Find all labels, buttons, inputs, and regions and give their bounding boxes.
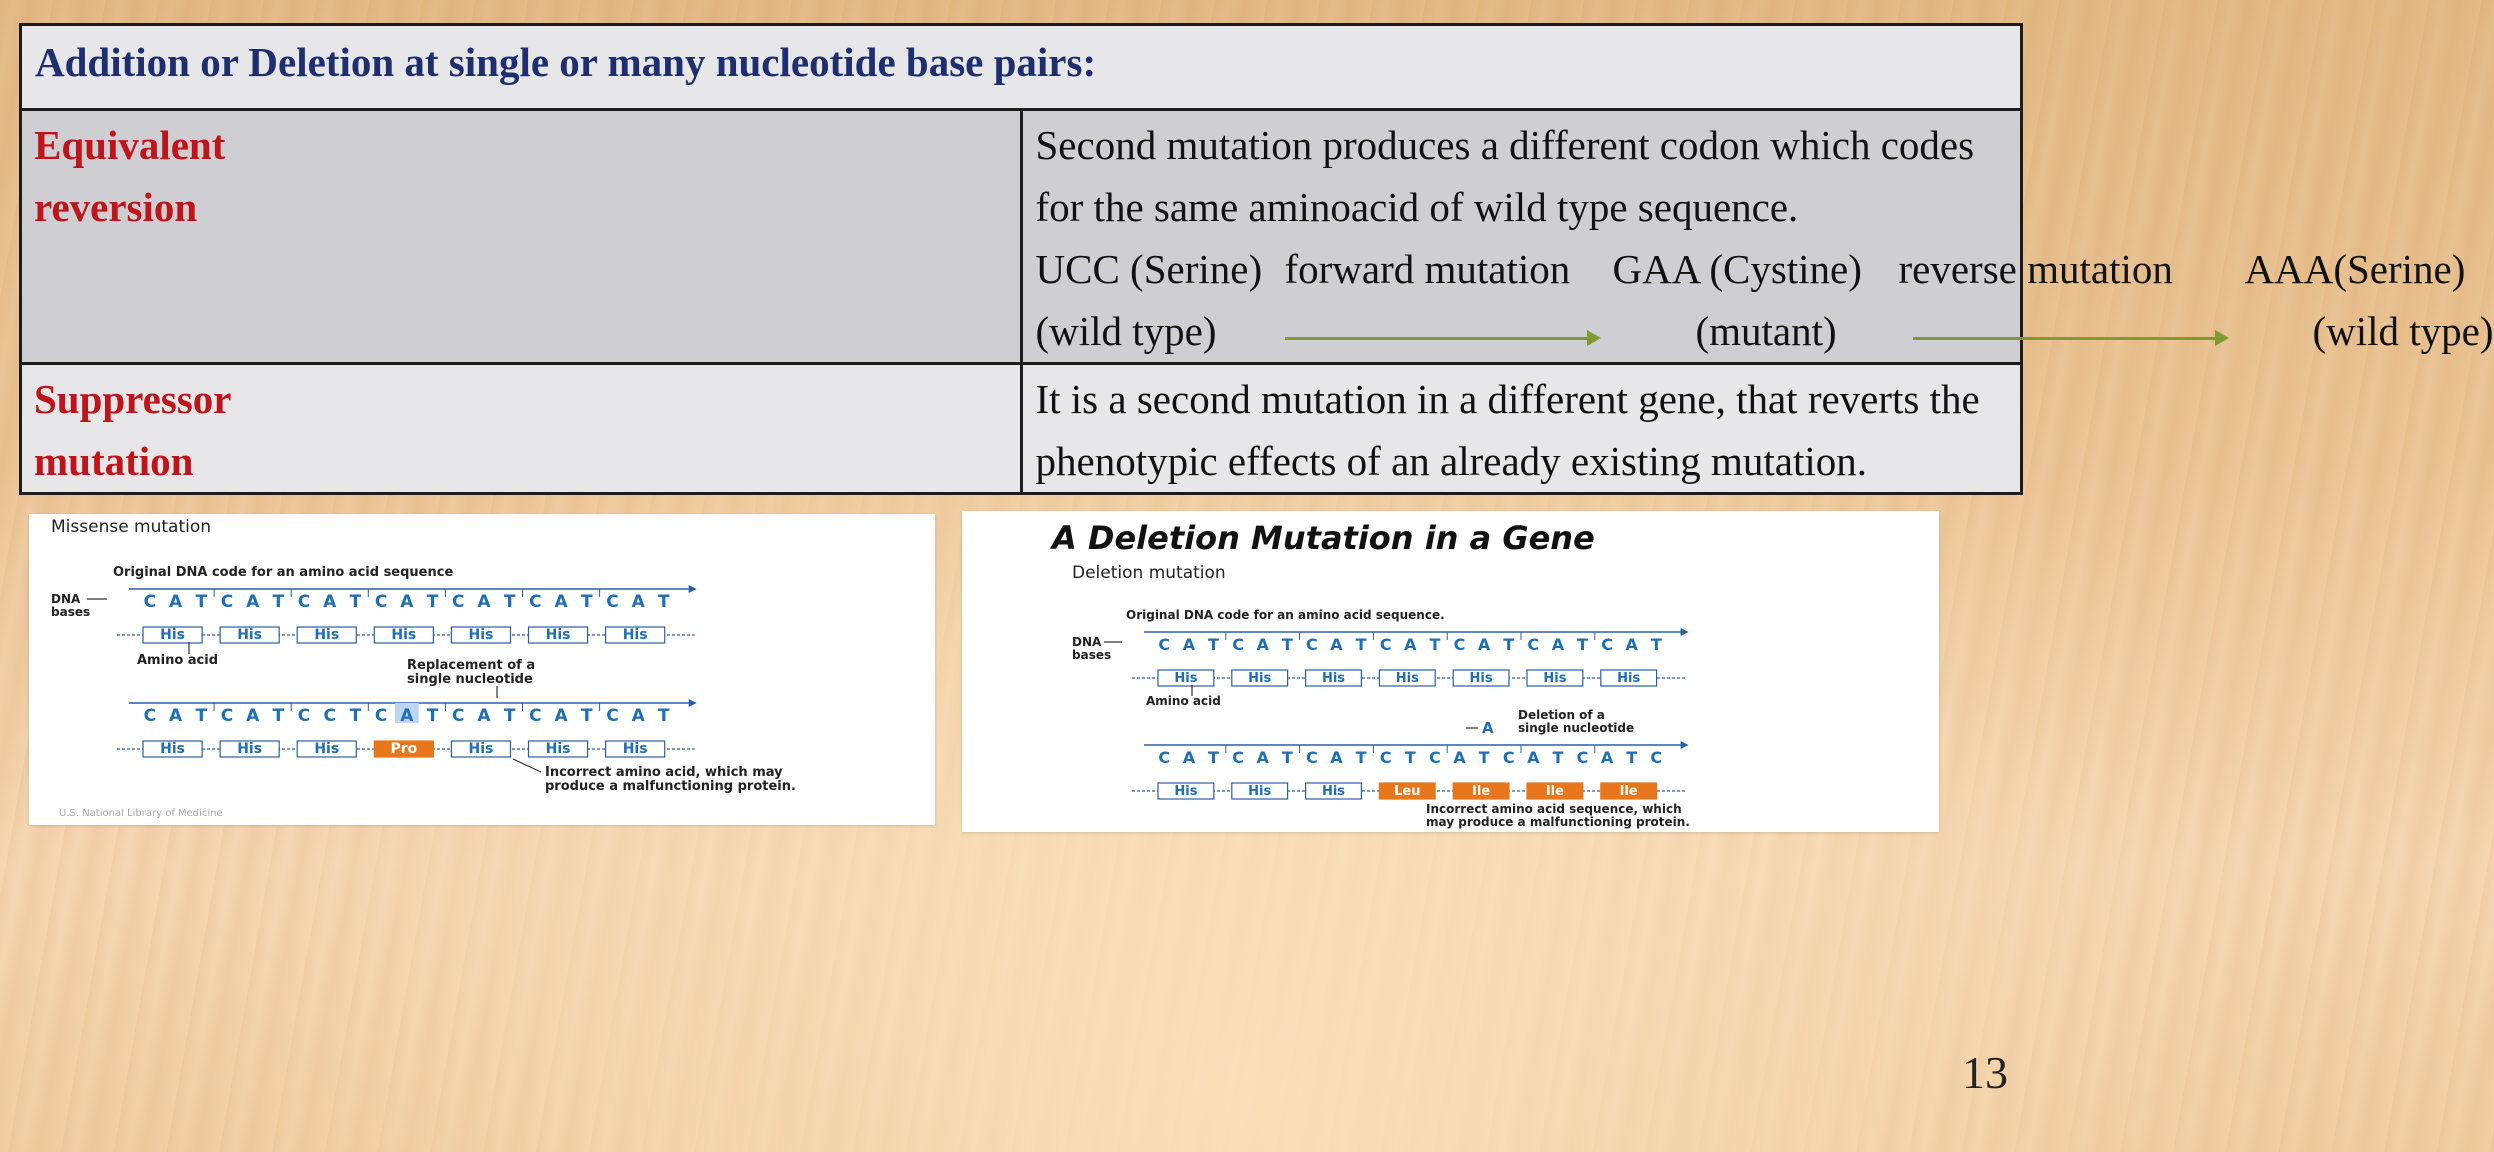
dna-base: A xyxy=(1600,748,1614,767)
dna-base: T xyxy=(195,706,208,726)
figure-subtitle: Deletion mutation xyxy=(1072,563,1226,583)
amino-acid-label: Pro xyxy=(390,741,418,757)
dna-base: C xyxy=(297,706,311,726)
dna-base: A xyxy=(1625,635,1638,654)
backbone-arrow xyxy=(1681,628,1689,636)
dna-base: C xyxy=(1502,748,1515,767)
amino-acid-label: His xyxy=(1174,784,1198,799)
amino-acid-label: His xyxy=(160,741,185,757)
dna-base: T xyxy=(503,592,516,612)
forward-mutation-label: forward mutation xyxy=(1284,246,1571,292)
amino-acid-label: His xyxy=(391,627,417,643)
amino-acid-label: His xyxy=(1248,671,1272,686)
dna-base: A xyxy=(246,592,260,612)
dna-base: C xyxy=(297,592,311,612)
amino-acid-label: His xyxy=(468,627,494,643)
dna-base: A xyxy=(400,592,414,612)
dna-base: C xyxy=(220,706,234,726)
row-label-cell xyxy=(21,364,1022,494)
dna-base: T xyxy=(1429,635,1441,654)
dna-base: C xyxy=(1232,635,1244,654)
dna-base: T xyxy=(426,592,439,612)
dna-base: A xyxy=(1404,635,1417,654)
dna-base: T xyxy=(1355,635,1367,654)
example-line-top xyxy=(1023,238,2466,300)
dna-base: A xyxy=(1551,635,1565,654)
dna-base: A xyxy=(168,706,183,726)
row-label-line1: Suppressor xyxy=(34,376,232,422)
incorrect-label: Incorrect amino acid, which may xyxy=(545,765,783,780)
dna-base: T xyxy=(503,706,516,726)
codon-2-note: (mutant) xyxy=(1695,308,1837,354)
amino-acid-label: Ile xyxy=(1619,784,1638,799)
dna-base: C xyxy=(1158,748,1171,767)
backbone-arrow xyxy=(689,699,697,707)
amino-acid-label: His xyxy=(545,741,571,757)
figure-title: A Deletion Mutation in a Gene xyxy=(1052,519,1595,557)
dna-base: C xyxy=(452,706,465,726)
dna-base: T xyxy=(1281,635,1293,654)
dna-base: A xyxy=(1256,748,1269,767)
dna-base: C xyxy=(1650,748,1663,767)
deletion-label: Deletion of a xyxy=(1518,708,1605,722)
incorrect-label: may produce a malfunctioning protein. xyxy=(1426,815,1690,829)
original-dna-label: Original DNA code for an amino acid sequence xyxy=(113,565,454,580)
dna-base: A xyxy=(631,592,645,612)
slide-number: 13 xyxy=(1962,1047,2008,1098)
dna-base: C xyxy=(1429,748,1441,767)
dna-base: A xyxy=(246,706,260,726)
table-row-equivalent-reversion xyxy=(21,110,2022,364)
dna-base: A xyxy=(1330,748,1343,767)
dna-base: C xyxy=(1232,748,1244,767)
amino-acid-label: His xyxy=(1469,671,1493,686)
dna-base: T xyxy=(1355,748,1367,767)
reverse-mutation-label: reverse mutation xyxy=(1898,246,2173,292)
dna-label: DNA xyxy=(51,592,81,606)
amino-acid-label: Leu xyxy=(1394,784,1421,799)
row-label-line2: mutation xyxy=(34,438,194,484)
dna-base: C xyxy=(374,592,388,612)
dna-base: A xyxy=(554,706,568,726)
dna-base: C xyxy=(1306,748,1318,767)
backbone-arrow xyxy=(1681,741,1689,749)
row-description-cell xyxy=(1021,364,2022,494)
amino-acid-label: His xyxy=(237,627,263,643)
dna-base: C xyxy=(1527,635,1540,654)
dna-base: C xyxy=(1601,635,1613,654)
dna-base: T xyxy=(580,592,593,612)
table-row-suppressor-mutation xyxy=(21,364,2022,494)
dna-base: C xyxy=(1158,635,1171,654)
dna-base: A xyxy=(1453,748,1466,767)
dna-base: T xyxy=(580,706,593,726)
dna-base: T xyxy=(195,592,208,612)
row-label-cell xyxy=(21,110,1022,364)
dna-base: C xyxy=(606,706,619,726)
dna-base: T xyxy=(1503,635,1515,654)
dna-base: C xyxy=(1576,748,1589,767)
dna-base: A xyxy=(554,592,568,612)
row-label-line2: reversion xyxy=(34,184,198,230)
dna-base: C xyxy=(1453,635,1466,654)
dna-base: T xyxy=(349,706,362,726)
dna-base: C xyxy=(143,706,157,726)
example-line-bottom xyxy=(1023,300,2494,362)
dna-base: T xyxy=(349,592,362,612)
codon-2: GAA (Cystine) xyxy=(1612,246,1862,292)
dna-base: T xyxy=(1208,635,1219,654)
dna-base: T xyxy=(1650,635,1662,654)
amino-acid-label: His xyxy=(622,627,648,643)
row-label-line1: Equivalent xyxy=(34,122,226,168)
amino-acid-caption: Amino acid xyxy=(137,653,219,668)
dna-base: T xyxy=(272,592,285,612)
amino-acid-label: His xyxy=(1395,671,1419,686)
dna-base: A xyxy=(1527,748,1540,767)
dna-base: C xyxy=(1306,635,1318,654)
row-description-cell xyxy=(1021,110,2494,364)
dna-base: T xyxy=(1626,748,1638,767)
deleted-base: A xyxy=(1482,719,1494,737)
dna-base: T xyxy=(1208,748,1219,767)
dna-base: T xyxy=(1552,748,1564,767)
dna-base: A xyxy=(1477,635,1491,654)
credit-label: U.S. National Library of Medicine xyxy=(59,808,223,819)
replacement-label: single nucleotide xyxy=(407,672,533,687)
dna-base: C xyxy=(143,592,157,612)
dna-base: T xyxy=(272,706,285,726)
amino-acid-label: His xyxy=(1248,784,1272,799)
codon-1-note: (wild type) xyxy=(1035,308,1217,354)
dna-base: A xyxy=(477,706,491,726)
bases-label: bases xyxy=(1072,648,1112,662)
amino-acid-label: His xyxy=(1543,671,1567,686)
amino-acid-label: His xyxy=(1321,671,1346,686)
amino-acid-label: His xyxy=(468,741,494,757)
dna-base: T xyxy=(1478,748,1490,767)
amino-acid-label: His xyxy=(545,627,571,643)
dna-base: T xyxy=(658,706,670,726)
dna-base: T xyxy=(1281,748,1293,767)
dna-base: A xyxy=(1182,748,1196,767)
codon-3-note: (wild type) xyxy=(2312,308,2494,354)
dna-base: C xyxy=(529,706,542,726)
forward-arrow xyxy=(1285,337,1597,340)
original-dna-label: Original DNA code for an amino acid sequence. xyxy=(1126,608,1445,622)
incorrect-label: produce a malfunctioning protein. xyxy=(545,779,796,794)
backbone-arrow xyxy=(689,585,697,593)
amino-acid-label: His xyxy=(1321,784,1346,799)
dna-base: T xyxy=(658,592,670,612)
incorrect-label: Incorrect amino acid sequence, which xyxy=(1426,802,1682,816)
dna-base: C xyxy=(1379,748,1392,767)
deletion-label: single nucleotide xyxy=(1518,721,1635,735)
codon-1: UCC (Serine) xyxy=(1035,246,1263,292)
dna-base: C xyxy=(374,706,388,726)
missense-diagram xyxy=(29,514,935,825)
dna-base: C xyxy=(1379,635,1392,654)
dna-base: A xyxy=(400,706,414,726)
codon-3: AAA(Serine) xyxy=(2244,246,2466,292)
dna-base: C xyxy=(452,592,465,612)
missense-mutation-figure xyxy=(29,514,935,825)
dna-base: A xyxy=(631,706,645,726)
table-header-cell xyxy=(21,25,2022,110)
amino-acid-label: Ile xyxy=(1545,784,1564,799)
dna-base: C xyxy=(323,706,336,726)
amino-acid-label: His xyxy=(314,741,340,757)
reverse-arrow xyxy=(1913,337,2225,340)
mutation-table xyxy=(19,23,2494,495)
row-description: It is a second mutation in a different gene, that reverts the phenotypic effects of an already existing mutation. xyxy=(1035,376,1980,484)
replacement-label: Replacement of a xyxy=(407,658,536,673)
table-header: Addition or Deletion at single or many nucleotide base pairs: xyxy=(35,39,1097,85)
bases-label: bases xyxy=(51,605,91,619)
amino-acid-label: His xyxy=(237,741,263,757)
dna-base: A xyxy=(1256,635,1269,654)
dna-base: A xyxy=(168,592,183,612)
dna-label: DNA xyxy=(1072,635,1102,649)
dna-base: T xyxy=(1404,748,1416,767)
dna-base: A xyxy=(477,592,491,612)
deletion-diagram xyxy=(962,511,1939,832)
amino-acid-caption: Amino acid xyxy=(1146,694,1221,708)
amino-acid-label: His xyxy=(1617,671,1641,686)
dna-base: C xyxy=(606,592,619,612)
amino-acid-label: Ile xyxy=(1472,784,1491,799)
dna-base: C xyxy=(220,592,234,612)
amino-acid-label: His xyxy=(622,741,648,757)
dna-base: T xyxy=(426,706,439,726)
dna-base: A xyxy=(1182,635,1196,654)
incorrect-pointer xyxy=(513,759,541,772)
deletion-mutation-figure xyxy=(962,511,1939,832)
row-description: Second mutation produces a different codon which codes for the same aminoacid of wild type sequence. xyxy=(1035,122,1975,230)
dna-base: T xyxy=(1577,635,1588,654)
amino-acid-label: His xyxy=(160,627,185,643)
dna-base: A xyxy=(1330,635,1343,654)
amino-acid-label: His xyxy=(314,627,340,643)
amino-acid-label: His xyxy=(1174,671,1198,686)
figure-title: Missense mutation xyxy=(51,517,212,537)
dna-base: A xyxy=(323,592,337,612)
dna-base: C xyxy=(529,592,542,612)
